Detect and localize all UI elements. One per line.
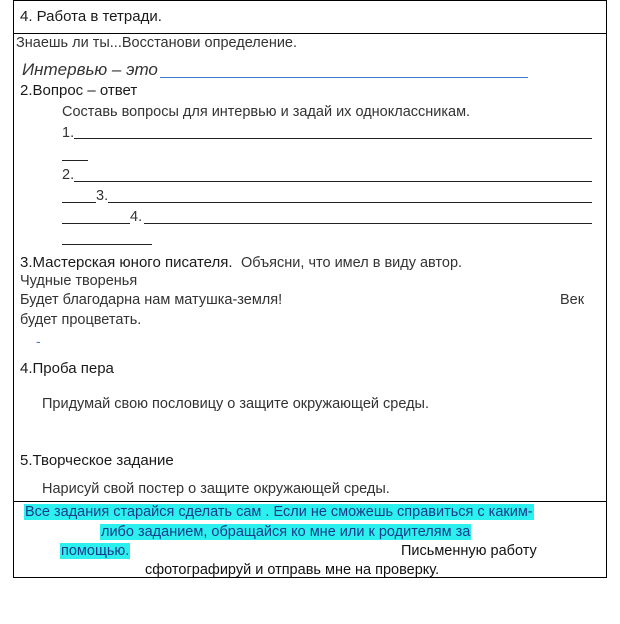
table-border-right [606, 0, 607, 578]
pen-text: Придумай свою пословицу о защите окружающей среды. [42, 396, 429, 412]
qa-instruction: Составь вопросы для интервью и задай их одноклассникам. [62, 104, 471, 120]
answer-line-2[interactable] [74, 181, 592, 182]
note-line-4: сфотографируй и отправь мне на проверку. [145, 562, 440, 578]
table-border-left [13, 0, 14, 578]
creative-heading: 5.Творческое задание [20, 452, 174, 469]
poem-line-2-right: Век [560, 292, 585, 308]
task4-heading: 4. Работа в тетради. [20, 8, 162, 25]
note-highlight-line-1: Все задания старайся сделать сам . Если не сможешь справиться с каким- [25, 504, 533, 520]
question-number-1: 1. [62, 125, 75, 141]
qa-heading: 2.Вопрос – ответ [20, 82, 138, 99]
answer-line-2-cont[interactable] [62, 202, 96, 203]
table-border-top [13, 0, 607, 1]
answer-line-4-cont[interactable] [62, 244, 152, 245]
definition-label: Интервью – это [22, 60, 158, 79]
question-number-4: 4. [130, 209, 143, 225]
writer-instruction: Объясни, что имел в виду автор. [241, 255, 463, 271]
note-highlight-line-3: помощью. [61, 543, 130, 559]
creative-text: Нарисуй свой постер о защите окружающей среды. [42, 481, 390, 497]
answer-line-1-cont[interactable] [62, 160, 88, 161]
answer-line-4[interactable] [144, 223, 592, 224]
pen-heading: 4.Проба пера [20, 360, 114, 377]
definition-answer-line[interactable] [160, 77, 528, 78]
writer-heading-row [20, 254, 462, 272]
poem-line-1: Чудные творенья [20, 273, 138, 289]
note-highlight-line-2: либо заданием, обращайся ко мне или к родителям за [101, 524, 471, 540]
note-line-3-right: Письменную работу [401, 543, 537, 559]
stray-dash: - [36, 333, 41, 349]
question-number-3: 3. [96, 188, 109, 204]
answer-line-3-cont[interactable] [62, 223, 130, 224]
know-line: Знаешь ли ты...Восстанови определение. [16, 35, 298, 51]
writer-heading: 3.Мастерская юного писателя. [20, 254, 233, 271]
poem-line-2: Будет благодарна нам матушка-земля! [20, 292, 283, 308]
row-divider [13, 501, 607, 502]
poem-line-3: будет процветать. [20, 312, 142, 328]
answer-line-3[interactable] [108, 202, 592, 203]
answer-line-1[interactable] [74, 138, 592, 139]
row-divider [13, 33, 607, 34]
question-number-2: 2. [62, 167, 75, 183]
